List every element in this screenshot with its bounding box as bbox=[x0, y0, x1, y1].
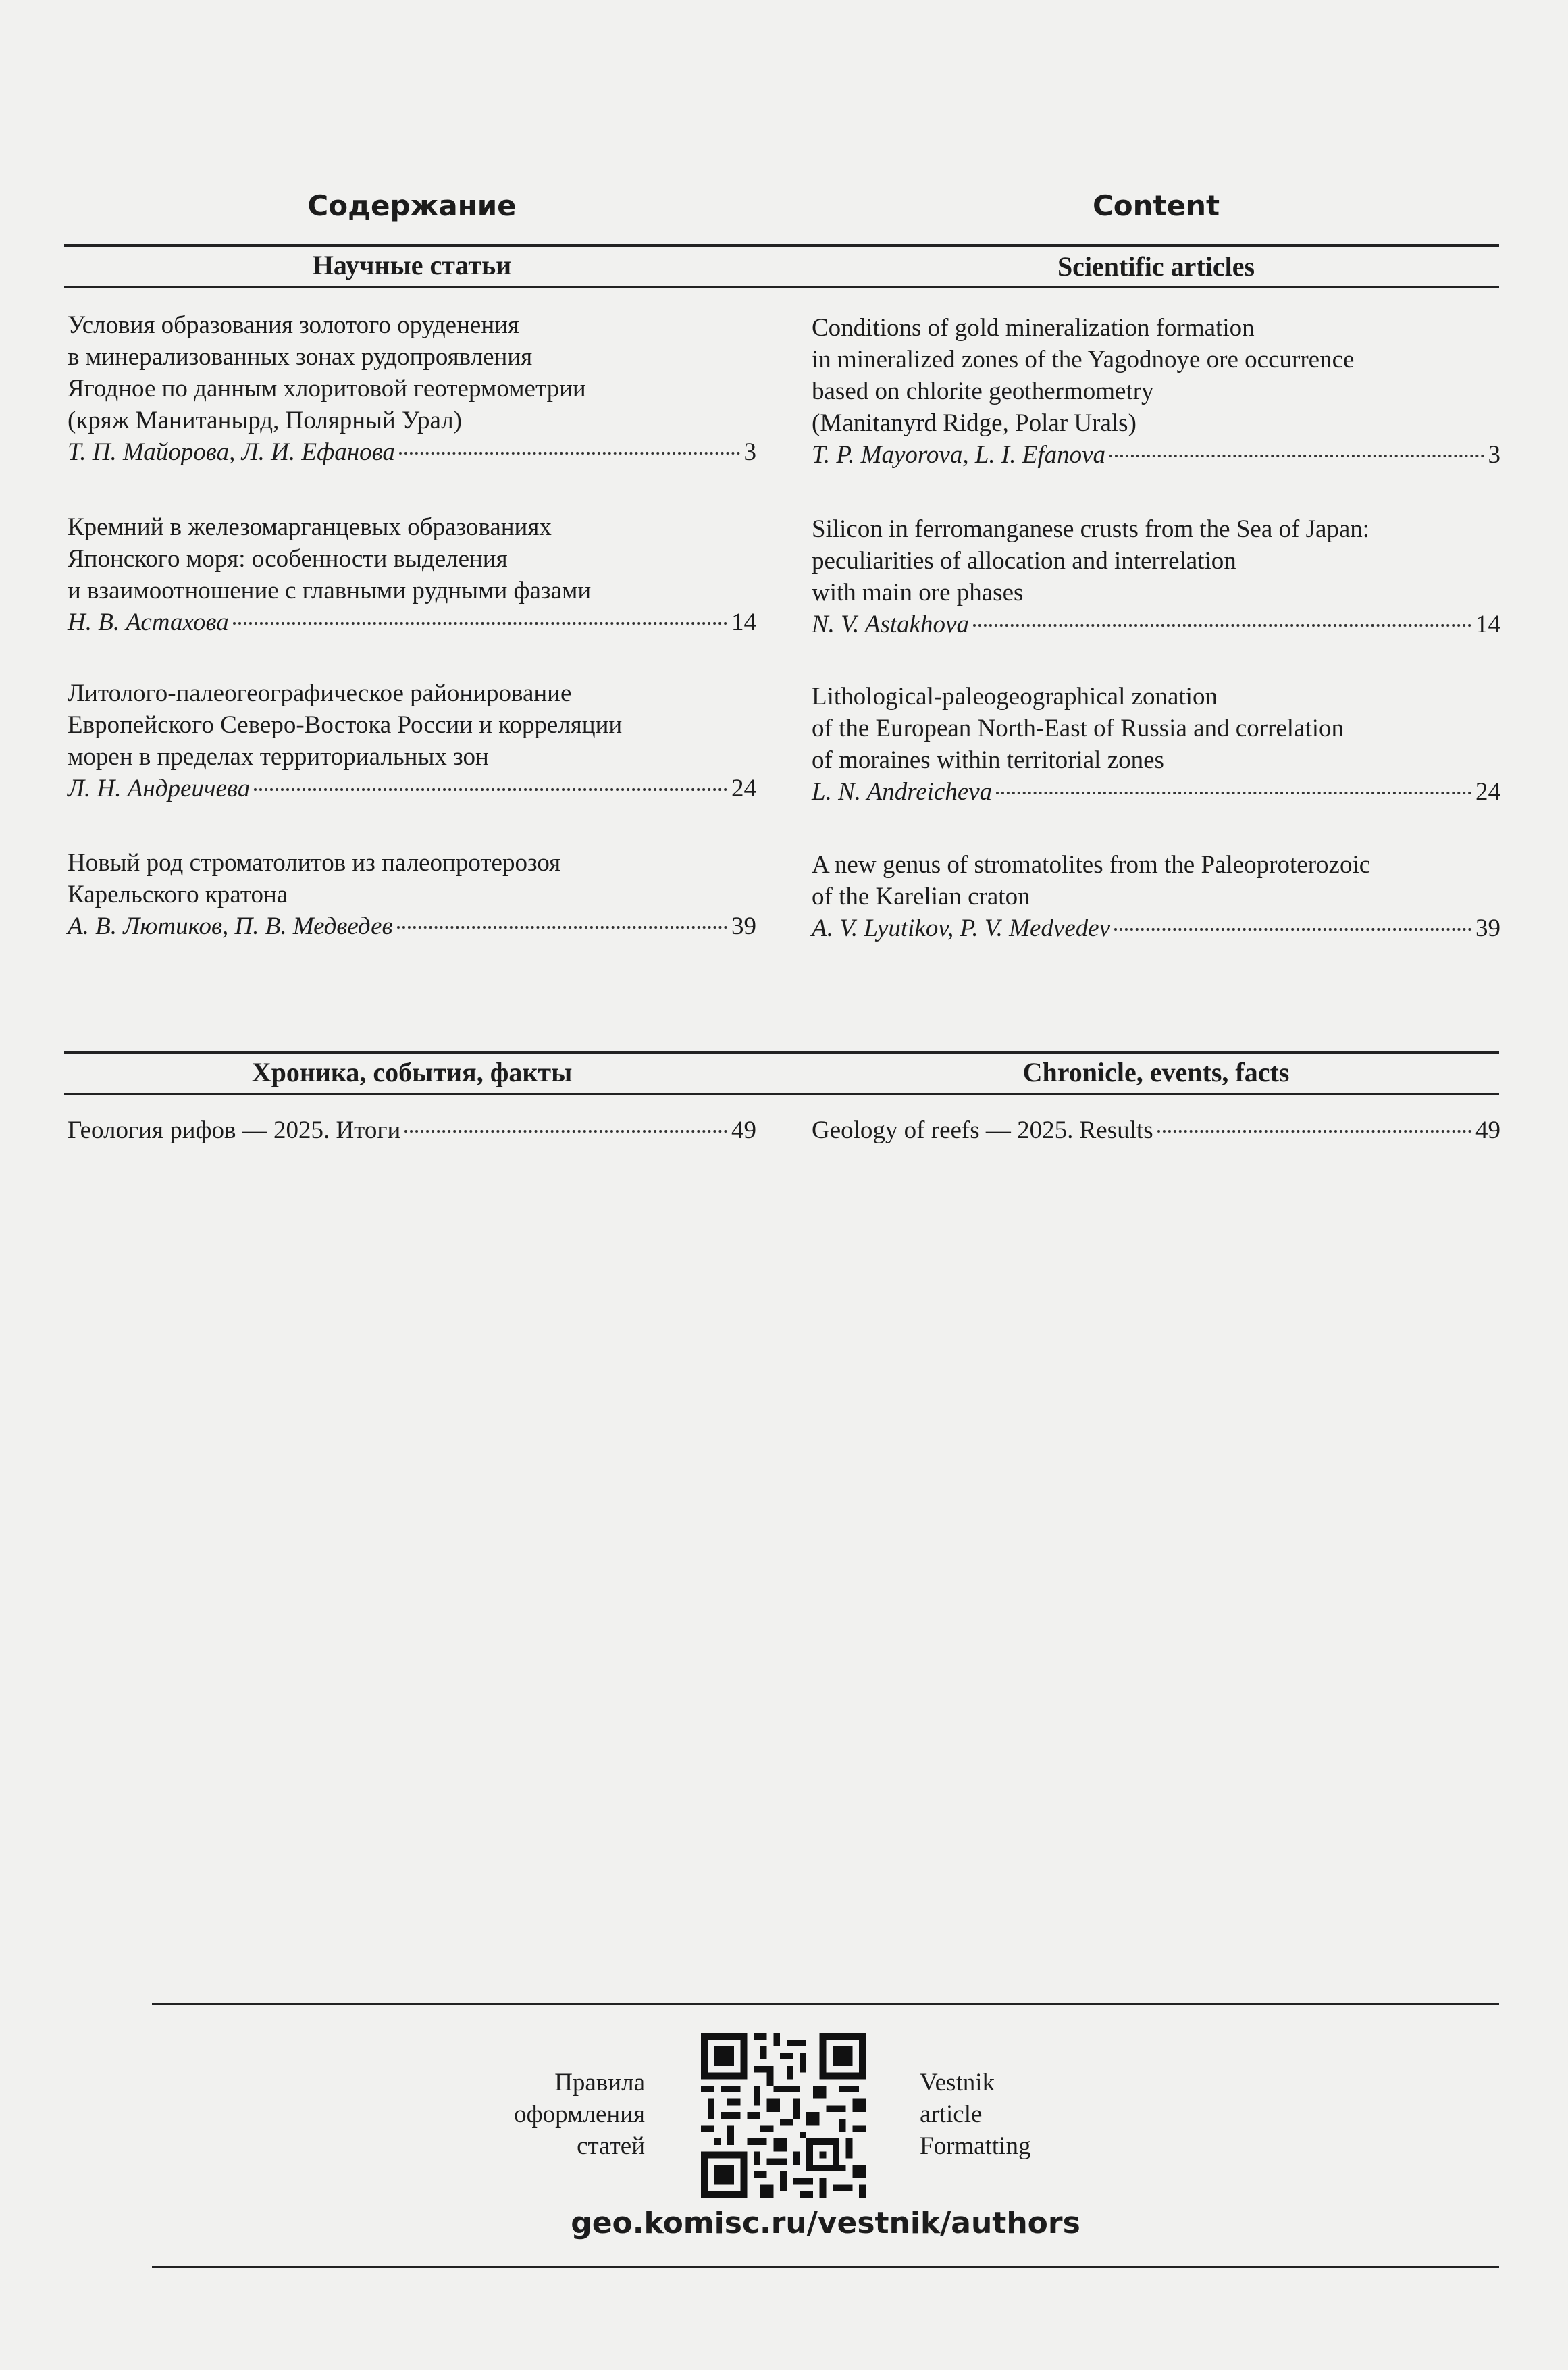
dot-leader bbox=[397, 926, 727, 929]
label-line: Formatting bbox=[920, 2132, 1031, 2160]
divider bbox=[64, 1093, 1499, 1095]
article-title: Геология рифов — 2025. Итоги bbox=[68, 1116, 401, 1144]
page-number: 3 bbox=[1488, 441, 1500, 469]
article-title: Кремний в железомарганцевых образованиях Японского моря: особенности выделения и взаимоотношение с главными рудными фазами bbox=[68, 513, 592, 604]
article-title: Новый род строматолитов из палеопротерозоя Карельского кратона bbox=[68, 849, 561, 908]
page-number: 3 bbox=[743, 438, 756, 466]
page-number: 24 bbox=[1475, 778, 1500, 806]
toc-entry[interactable] bbox=[68, 677, 756, 804]
footer-divider-bottom bbox=[152, 2266, 1499, 2268]
label-line: оформления bbox=[514, 2101, 645, 2128]
article-title: Условия образования золотого оруденения в минерализованных зонах рудопроявления Ягодное по данным хлоритовой геотермометрии (кряж Манитанырд, Полярный Урал) bbox=[68, 311, 586, 434]
toc-entry[interactable] bbox=[812, 312, 1500, 471]
page-number: 14 bbox=[1475, 611, 1500, 638]
section-heading-chronicle-en: Chronicle, events, facts bbox=[1022, 1057, 1290, 1087]
article-title: Conditions of gold mineralization formation in mineralized zones of the Yagodnoye ore occurrence based on chlorite geothermometry (Manitanyrd Ridge, Polar Urals) bbox=[812, 314, 1355, 437]
section-heading-scientific-en: Scientific articles bbox=[1057, 251, 1255, 282]
label-line: Vestnik bbox=[920, 2069, 995, 2096]
article-title: Lithological-paleogeographical zonation of the European North-East of Russia and correlation of moraines within territorial zones bbox=[812, 683, 1344, 774]
label-line: Правила bbox=[554, 2069, 645, 2096]
article-authors: Л. Н. Андреичева bbox=[68, 775, 251, 802]
contents-title-ru: Содержание bbox=[307, 189, 517, 222]
toc-entry[interactable] bbox=[812, 1114, 1500, 1146]
dot-leader bbox=[973, 624, 1471, 627]
toc-column-ru bbox=[68, 0, 756, 1148]
article-authors: L. N. Andreicheva bbox=[812, 778, 993, 806]
formatting-rules-label-en bbox=[920, 2067, 1190, 2162]
article-authors: Н. В. Астахова bbox=[68, 609, 229, 636]
toc-entry[interactable] bbox=[68, 847, 756, 942]
dot-leader bbox=[399, 452, 740, 455]
article-authors: А. В. Лютиков, П. В. Медведев bbox=[68, 912, 393, 940]
section-heading-chronicle-ru: Хроника, события, факты bbox=[251, 1057, 573, 1087]
dot-leader bbox=[996, 792, 1471, 794]
toc-entry[interactable] bbox=[812, 849, 1500, 944]
toc-entry[interactable] bbox=[68, 511, 756, 638]
article-authors: Т. П. Майорова, Л. И. Ефанова bbox=[68, 438, 395, 466]
toc-entry[interactable] bbox=[68, 309, 756, 468]
label-line: статей bbox=[577, 2132, 645, 2160]
qr-code-icon[interactable] bbox=[701, 2033, 866, 2198]
page-number: 39 bbox=[731, 912, 756, 940]
dot-leader bbox=[1114, 928, 1471, 931]
article-authors: T. P. Mayorova, L. I. Efanova bbox=[812, 441, 1106, 469]
section-heading-scientific-ru: Научные статьи bbox=[312, 250, 512, 280]
chronicle-column-ru bbox=[68, 1114, 756, 1155]
toc-column-en bbox=[812, 0, 1500, 1148]
dot-leader bbox=[404, 1130, 727, 1133]
toc-entry[interactable] bbox=[812, 681, 1500, 808]
article-title: Geology of reefs — 2025. Results bbox=[812, 1116, 1153, 1144]
article-title: A new genus of stromatolites from the Paleoproterozoic of the Karelian craton bbox=[812, 851, 1371, 910]
page-number: 14 bbox=[731, 609, 756, 636]
article-title: Литолого-палеогеографическое районирование Европейского Северо-Востока России и корреляции морен в пределах территориальных зон bbox=[68, 679, 623, 771]
article-title: Silicon in ferromanganese crusts from the Sea of Japan: peculiarities of allocation and interrelation with main ore phases bbox=[812, 515, 1370, 607]
page-number: 24 bbox=[731, 775, 756, 802]
dot-leader bbox=[254, 788, 727, 791]
page-number: 49 bbox=[1475, 1116, 1500, 1144]
dot-leader bbox=[233, 622, 727, 625]
chronicle-column-en bbox=[812, 1114, 1500, 1155]
dot-leader bbox=[1157, 1130, 1471, 1133]
article-authors: A. V. Lyutikov, P. V. Medvedev bbox=[812, 914, 1111, 942]
dot-leader bbox=[1109, 455, 1484, 457]
contents-title-en: Content bbox=[1092, 189, 1220, 222]
page-number: 39 bbox=[1475, 914, 1500, 942]
footer-divider-top bbox=[152, 2003, 1499, 2005]
toc-entry[interactable] bbox=[68, 1114, 756, 1146]
article-authors: N. V. Astakhova bbox=[812, 611, 969, 638]
authors-url-link[interactable]: geo.komisc.ru/vestnik/authors bbox=[571, 2206, 1080, 2240]
toc-entry[interactable] bbox=[812, 513, 1500, 640]
label-line: article bbox=[920, 2101, 983, 2128]
formatting-rules-label-ru bbox=[405, 2067, 645, 2162]
page-number: 49 bbox=[731, 1116, 756, 1144]
